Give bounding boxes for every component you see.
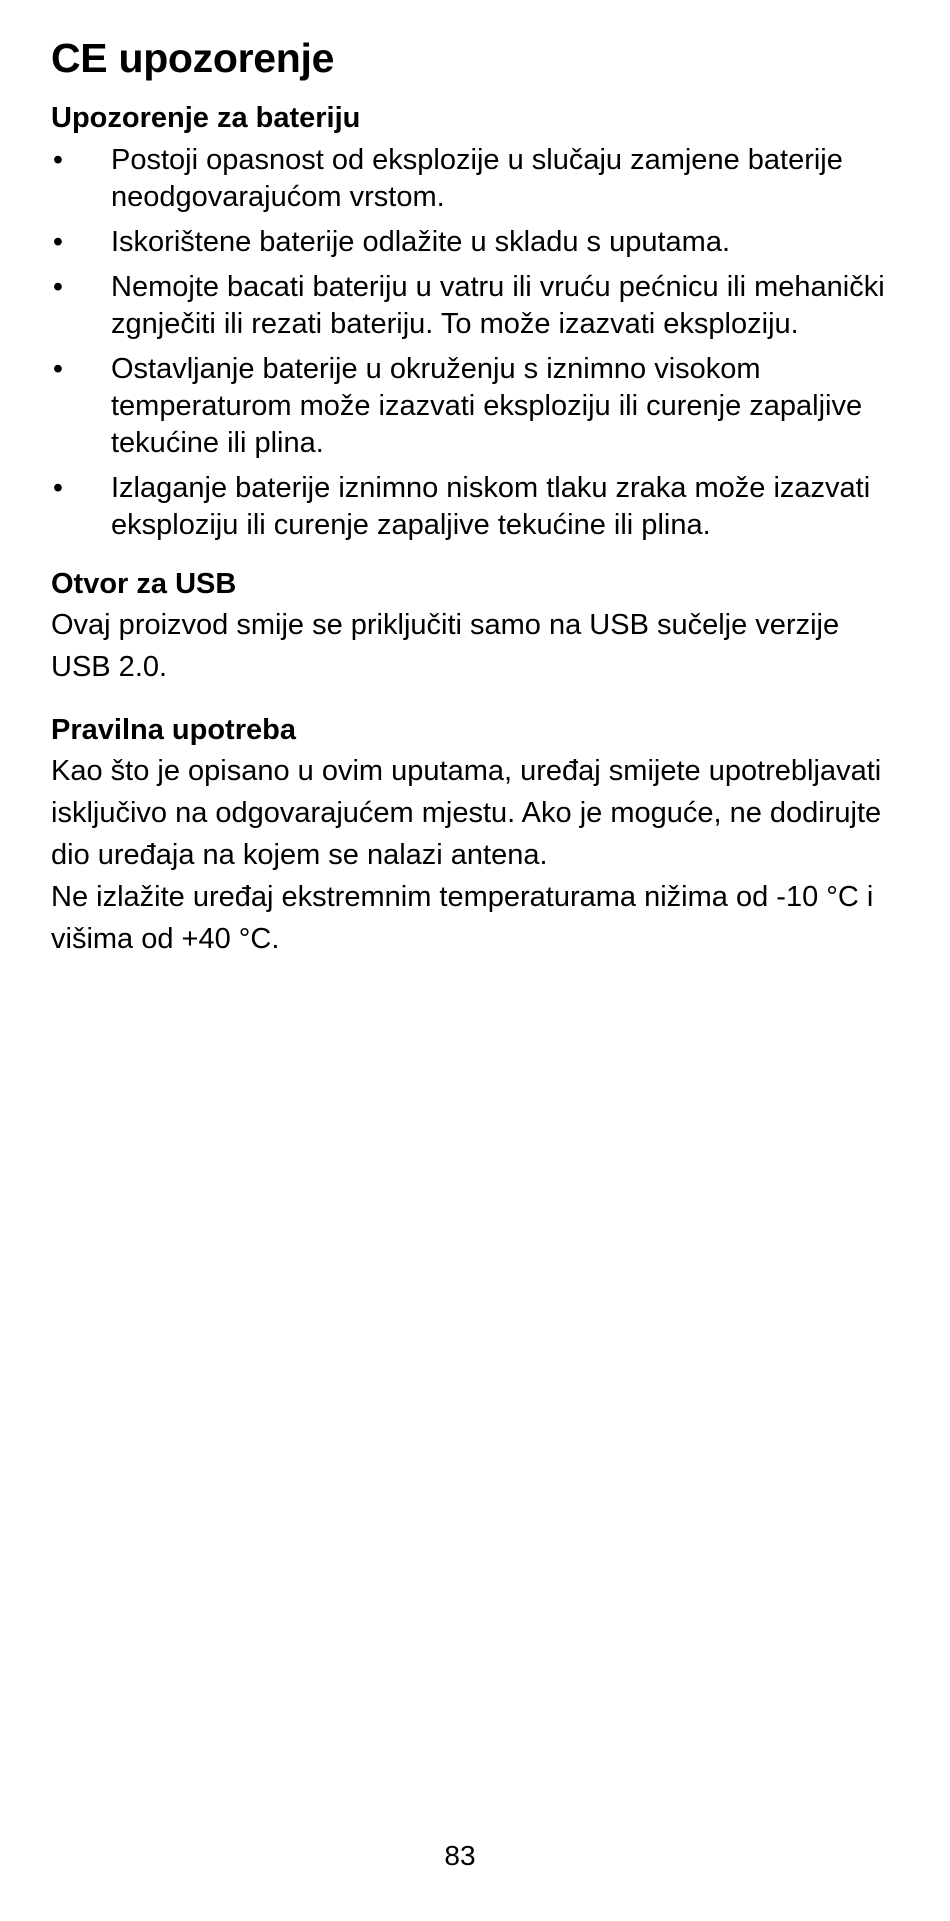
bullet-icon: • xyxy=(52,271,64,303)
page-title: CE upozorenje xyxy=(51,35,335,81)
list-item-text: Ostavljanje baterije u okruženju s iznimno visokom temperaturom može izazvati eksploziju ili curenje zapaljive tekućine ili plina. xyxy=(111,353,863,459)
bullet-icon: • xyxy=(52,144,64,176)
battery-warning-section xyxy=(51,98,896,544)
list-item-text: Postoji opasnost od eksplozije u slučaju zamjene baterije neodgovarajućom vrstom. xyxy=(111,144,843,213)
list-item-text: Izlaganje baterije iznimno niskom tlaku zraka može izazvati eksploziju ili curenje zapaljive tekućine ili plina. xyxy=(111,472,871,541)
list-item-text: Iskorištene baterije odlažite u skladu s uputama. xyxy=(111,226,731,258)
list-item xyxy=(51,224,896,261)
list-item-text: Nemojte bacati bateriju u vatru ili vruću pećnicu ili mehanički zgnječiti ili rezati bateriju. To može izazvati eksploziju. xyxy=(111,271,885,340)
proper-use-heading: Pravilna upotreba xyxy=(51,714,296,746)
bullet-icon: • xyxy=(52,226,64,258)
proper-use-paragraph-1: Kao što je opisano u ovim uputama, uređaj smijete upotrebljavati isključivo na odgovarajućem mjestu. Ako je moguće, ne dodirujte dio uređaja na kojem se nalazi antena. xyxy=(51,755,882,871)
list-item xyxy=(51,470,896,544)
usb-port-text: Ovaj proizvod smije se priključiti samo na USB sučelje verzije USB 2.0. xyxy=(51,609,840,683)
document-page xyxy=(51,30,896,960)
usb-port-heading: Otvor za USB xyxy=(51,568,237,600)
bullet-icon: • xyxy=(52,353,64,385)
page-number: 83 xyxy=(444,1840,476,1871)
proper-use-paragraph-2: Ne izlažite uređaj ekstremnim temperaturama nižima od -10 °C i višima od +40 °C. xyxy=(51,881,874,955)
proper-use-section xyxy=(51,710,896,960)
bullet-icon: • xyxy=(52,472,64,504)
list-item xyxy=(51,269,896,343)
usb-port-section xyxy=(51,564,896,688)
list-item xyxy=(51,142,896,216)
battery-warning-list xyxy=(51,142,896,544)
list-item xyxy=(51,351,896,462)
battery-warning-heading: Upozorenje za bateriju xyxy=(51,102,361,134)
